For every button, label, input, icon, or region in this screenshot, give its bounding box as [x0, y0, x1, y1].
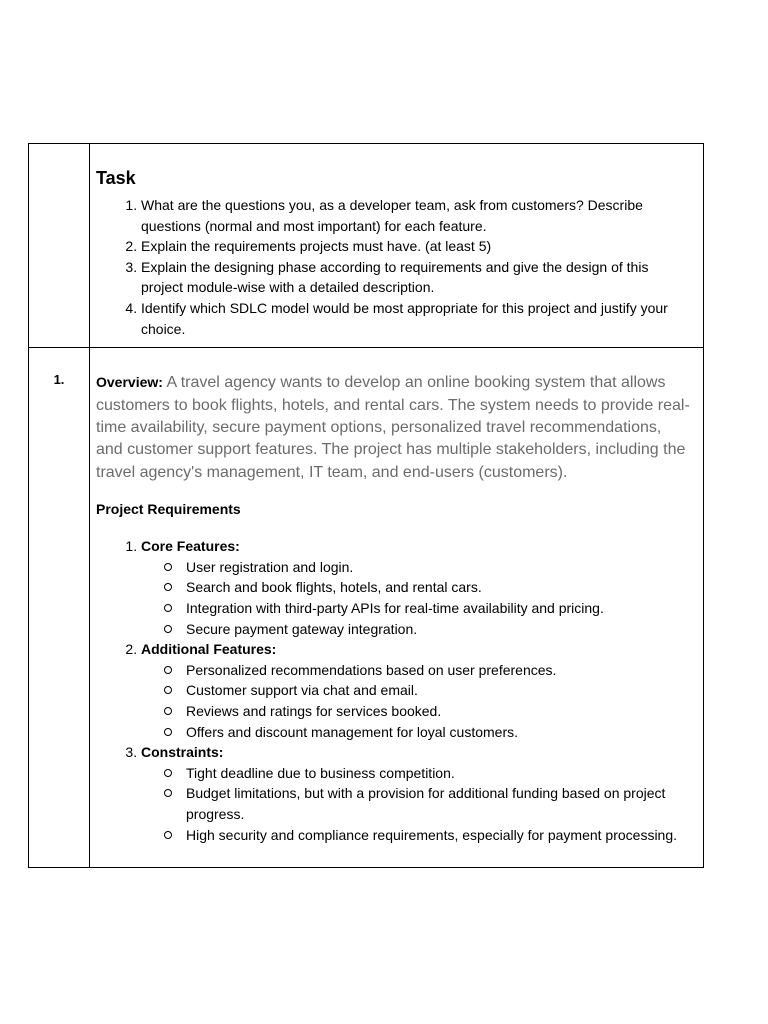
requirement-item: Secure payment gateway integration.	[186, 619, 691, 640]
task-item: 3. Explain the designing phase according to requirements and give the design of this project module-wise with a detailed description.	[141, 257, 691, 298]
task-item: 1. What are the questions you, as a developer team, ask from customers? Describe questions (normal and most important) for each feature.	[141, 195, 691, 236]
requirements-section	[141, 742, 691, 845]
requirement-item: Offers and discount management for loyal customers.	[186, 722, 691, 743]
overview-text: A travel agency wants to develop an online booking system that allows customers to book flights, hotels, and rental cars. The system needs to provide real-time availability, secure payment options, personalized travel recommendations, and customer support features. The project has multiple stakeholders, including the travel agency's management, IT team, and end-users (customers).	[96, 374, 690, 481]
section-title: Additional Features:	[141, 641, 277, 658]
assignment-table	[28, 143, 704, 868]
requirement-item: Tight deadline due to business competition.	[186, 763, 691, 784]
task-title: Task	[96, 168, 136, 188]
section-title: Core Features:	[141, 538, 240, 555]
task-list	[96, 195, 691, 339]
requirements-section	[141, 639, 691, 742]
requirement-item: Reviews and ratings for services booked.	[186, 701, 691, 722]
task-item: 4. Identify which SDLC model would be most appropriate for this project and justify your choice.	[141, 298, 691, 339]
requirement-item: High security and compliance requirements, especially for payment processing.	[186, 825, 691, 846]
requirements-heading: Project Requirements	[96, 501, 241, 518]
requirement-item: Customer support via chat and email.	[186, 680, 691, 701]
case-number: 1.	[29, 348, 90, 867]
overview-paragraph	[96, 371, 691, 484]
section-title: Constraints:	[141, 744, 224, 761]
requirements-section	[141, 536, 691, 639]
requirement-item: Search and book flights, hotels, and rental cars.	[186, 577, 691, 598]
overview-label: Overview:	[96, 374, 163, 391]
task-item: 2. Explain the requirements projects must have. (at least 5)	[141, 236, 691, 257]
requirements-list	[96, 536, 691, 845]
section-items	[141, 660, 691, 742]
task-row	[29, 144, 703, 347]
case-row	[29, 347, 703, 867]
task-number-cell	[29, 144, 90, 347]
case-content-cell	[90, 348, 703, 867]
requirement-item: Personalized recommendations based on user preferences.	[186, 660, 691, 681]
section-items	[141, 557, 691, 639]
task-content-cell	[90, 144, 703, 347]
requirement-item: Integration with third-party APIs for real-time availability and pricing.	[186, 598, 691, 619]
requirement-item: Budget limitations, but with a provision for additional funding based on project progress.	[186, 783, 691, 824]
section-items	[141, 763, 691, 845]
requirement-item: User registration and login.	[186, 557, 691, 578]
